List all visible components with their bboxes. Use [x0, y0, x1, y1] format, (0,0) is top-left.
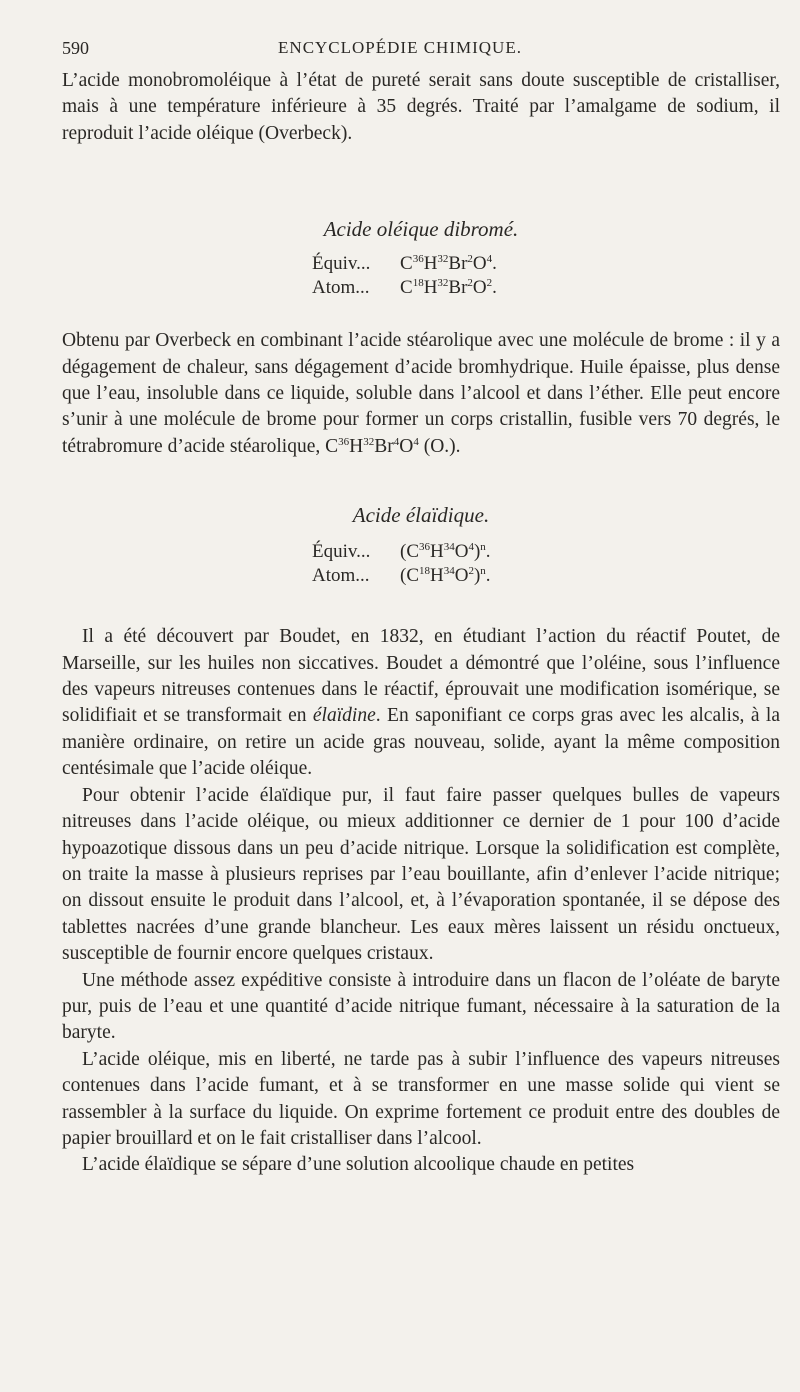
formula-block-elaidique: [62, 540, 780, 588]
paragraph-separation: L’acide élaïdique se sépare d’une solution alcoolique chaude en petites: [82, 1154, 635, 1176]
formula-atom: Atom... $(C^{18}H^{34}O^2)^n$.: [312, 565, 491, 587]
paragraph-dibrome: Obtenu par Overbeck en combinant l’acide stéarolique avec une molécule de brome : il y a dégagement de chaleur, sans dégagement d’acide bromhydrique. Huile épaisse, plus dense que l’eau, insoluble dans ce liquide, soluble dans l’alcool et dans l’éther. Elle peut encore s’unir à une molécule de brome pour former un corps cristallin, fusible vers 70 degrés, le tétrabromure d’acide stéarolique, $C^{36}H^{32}Br^4O^4$ (O.).: [62, 330, 780, 457]
page-body: [62, 68, 780, 1179]
formula-equiv: Équiv... $(C^{36}H^{34}O^4)^n$.: [312, 541, 491, 563]
section-heading-elaidique: Acide élaïdique.: [352, 503, 490, 528]
paragraph-transformation: L’acide oléique, mis en liberté, ne tarde pas à subir l’influence des vapeurs nitreuses contenues dans l’acide fumant, et à se transformer en une masse solide qui vient se rassembler à la surface du liquide. On exprime fortement ce produit entre des doubles de papier brouillard et on le fait cristalliser dans l’alcool.: [62, 1048, 780, 1149]
page-number: 590: [62, 38, 89, 58]
italic-term: élaïdine: [312, 705, 376, 727]
paragraph-methode: Une méthode assez expéditive consiste à introduire dans un flacon de l’oléate de baryte pur, puis de l’eau et une quantité d’acide nitrique fumant, nécessaire à la saturation de la baryte.: [62, 969, 780, 1044]
paragraph-decouverte: Il a été découvert par Boudet, en 1832, en étudiant l’action du réactif Poutet, de Marseille, sur les huiles non siccatives. Boudet a démontré que l’oléine, sous l’influence des vapeurs nitreuses contenues dans le réactif, éprouvait une modification isomérique, se solidifiait et se transformait en élaïdine. En saponifiant ce corps gras avec les alcalis, à la manière ordinaire, on retire un acide gras nouveau, solide, ayant la même composition centésimale que l’acide oléique.: [62, 626, 780, 780]
paragraph-monobromoleique: L’acide monobromoléique à l’état de pureté serait sans doute susceptible de cristalliser, mais à une température inférieure à 35 degrés. Traité par l’amalgame de sodium, il reproduit l’acide oléique (Overbeck).: [62, 70, 780, 144]
formula-equiv: Équiv... $C^{36}H^{32}Br^2O^4$.: [312, 253, 497, 275]
running-title: ENCYCLOPÉDIE CHIMIQUE.: [278, 38, 522, 57]
page-header: [62, 38, 738, 62]
formula-tetrabromure: $C^{36}H^{32}Br^4O^4$: [325, 435, 419, 457]
formula-block-dibrome: [62, 252, 780, 300]
formula-label: Équiv...: [312, 253, 371, 275]
formula-label: Équiv...: [312, 541, 371, 563]
section-heading-dibrome: Acide oléique dibromé.: [323, 217, 519, 242]
formula-label: Atom...: [312, 277, 370, 299]
formula-label: Atom...: [312, 565, 370, 587]
paragraph-preparation: Pour obtenir l’acide élaïdique pur, il faut faire passer quelques bulles de vapeurs nitreuses dans l’acide oléique, ou mieux additionner ce dernier de 1 pour 100 d’acide hypoazotique dissous dans un peu d’acide nitrique. Lorsque la solidification est complète, on traite la masse à plusieurs reprises par l’eau bouillante, afin d’enlever l’acide nitrique; on dissout ensuite le produit dans l’alcool, et, à l’évaporation spontanée, il se dépose des tablettes nacrées d’une grande blancheur. Les eaux mères laissent un résidu onctueux, susceptible de fournir encore quelques cristaux.: [62, 784, 780, 965]
formula-atom: Atom... $C^{18}H^{32}Br^2O^2$.: [312, 277, 497, 299]
